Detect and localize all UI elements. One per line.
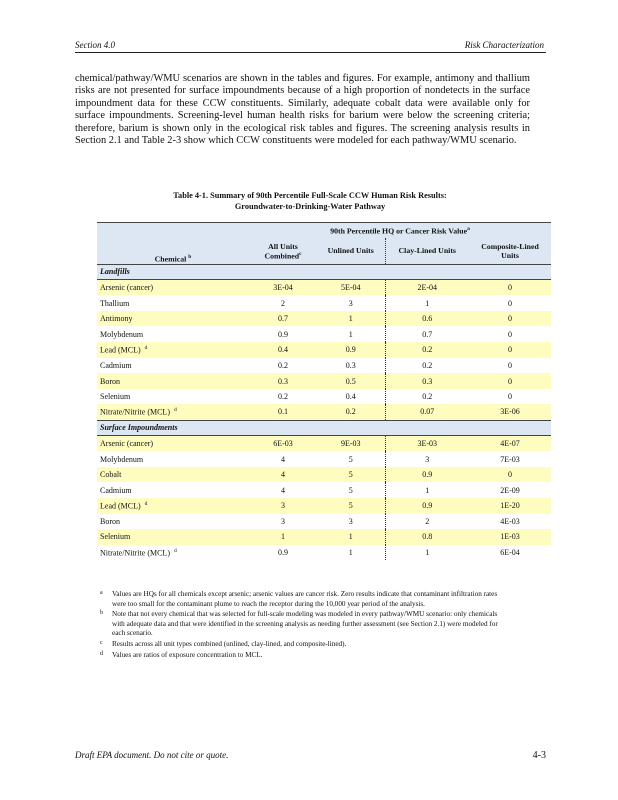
cell-clay-lined: 0.7	[422, 329, 433, 339]
span-header: 90th Percentile HQ or Cancer Risk Value$^a$	[249, 223, 551, 239]
cell-composite-lined: 1E-03	[469, 529, 551, 545]
table-row	[97, 482, 551, 498]
cell-composite-lined: 0	[508, 298, 512, 308]
cell-unlined: 5	[317, 498, 385, 514]
caption-line-1: Table 4-1. Summary of 90th Percentile Full-Scale CCW Human Risk Results:	[173, 191, 447, 200]
cell-unlined: 5E-04	[317, 280, 385, 296]
risk-results-table	[97, 222, 551, 560]
table-row	[97, 436, 551, 452]
table-row	[97, 389, 551, 405]
col-header-chemical: Chemical $^b$	[97, 238, 249, 264]
cell-composite-lined: 6E-04	[500, 548, 520, 558]
cell-chemical: Lead (MCL) $^d$	[97, 342, 249, 358]
cell-composite-lined: 0	[469, 342, 551, 358]
page-number: 4-3	[532, 750, 546, 761]
col-header-unlined: Unlined Units	[317, 238, 385, 264]
cell-all-units: 0.9	[278, 329, 288, 339]
table-caption	[100, 190, 520, 212]
section-title: Surface Impoundments	[97, 420, 551, 436]
footer-disclaimer: Draft EPA document. Do not cite or quote.	[75, 750, 229, 760]
table-row	[97, 373, 551, 389]
footnote-text: Values are HQs for all chemicals except arsenic; arsenic values are cancer risk. Zero results indicate that contaminant infiltration rates were too small for the contaminant plume to reach the receptor during the 10,000 year period of the analysis.	[112, 590, 498, 608]
cell-all-units: 0.2	[278, 360, 288, 370]
cell-chemical: Arsenic (cancer)	[97, 436, 249, 452]
cell-clay-lined: 0.3	[385, 373, 469, 389]
cell-chemical: Nitrate/Nitrite (MCL) $^d$	[100, 547, 177, 558]
cell-clay-lined: 0.2	[422, 392, 433, 402]
footnote-text: Results across all unit types combined (unlined, clay-lined, and composite-lined).	[112, 639, 347, 648]
cell-unlined: 0.2	[317, 404, 385, 420]
cell-clay-lined: 0.07	[385, 404, 469, 420]
cell-chemical: Cobalt	[97, 467, 249, 483]
table-row	[97, 342, 551, 358]
header-chapter-title: Risk Characterization	[464, 40, 544, 50]
cell-clay-lined: 3	[425, 454, 430, 464]
cell-chemical: Cadmium	[100, 360, 132, 370]
cell-composite-lined: 1E-20	[469, 498, 551, 514]
cell-clay-lined: 2E-04	[385, 280, 469, 296]
cell-all-units: 3	[249, 498, 317, 514]
footnote	[100, 640, 510, 650]
cell-all-units: 4	[249, 467, 317, 483]
cell-chemical: Selenium	[100, 392, 131, 402]
cell-chemical: Molybdenum	[100, 454, 144, 464]
cell-clay-lined: 0.6	[385, 311, 469, 327]
cell-clay-lined: 1	[425, 298, 430, 308]
table-row	[97, 358, 551, 374]
cell-unlined: 0.9	[317, 342, 385, 358]
cell-all-units: 0.4	[249, 342, 317, 358]
cell-clay-lined: 0.9	[385, 498, 469, 514]
cell-unlined: 1	[317, 529, 385, 545]
cell-clay-lined: 2	[425, 516, 430, 526]
table-row	[97, 311, 551, 327]
table-span-header-row	[97, 223, 551, 239]
footnote-mark: d	[100, 650, 103, 657]
cell-chemical: Cadmium	[100, 485, 132, 495]
cell-composite-lined: 4E-03	[500, 516, 520, 526]
cell-composite-lined: 0	[469, 373, 551, 389]
header-section: Section 4.0	[75, 40, 115, 50]
cell-all-units: 0.7	[249, 311, 317, 327]
table-section-row	[97, 264, 551, 280]
col-header-clay-lined: Clay-Lined Units	[385, 238, 469, 264]
cell-unlined: 1	[317, 311, 385, 327]
cell-composite-lined: 0	[508, 392, 512, 402]
cell-unlined: 0.4	[317, 389, 385, 405]
cell-chemical: Boron	[100, 516, 120, 526]
cell-composite-lined: 0	[469, 311, 551, 327]
cell-unlined: 5	[317, 482, 385, 498]
table-row	[97, 326, 551, 342]
body-paragraph: chemical/pathway/WMU scenarios are shown in the tables and figures. For example, antimony and thallium risks are not presented for surface impoundments because of a high proportion of nondetects in the surface impoundment data for these CCW constituents. Similarly, adequate cobalt data were available only for surface impoundments. Screening-level human health risks for barium were below the screening criteria; therefore, barium is shown only in the ecological risk tables and figures. The screening analysis results in Section 2.1 and Table 2-3 show which CCW constituents were modeled for each pathway/WMU scenario.	[75, 73, 530, 147]
footnote-mark: a	[100, 590, 103, 596]
cell-all-units: 0.9	[278, 548, 288, 558]
cell-all-units: 1	[249, 529, 317, 545]
cell-unlined: 1	[317, 326, 385, 342]
table-row	[97, 514, 551, 530]
cell-unlined: 3	[317, 295, 385, 311]
cell-composite-lined: 7E-03	[500, 454, 520, 464]
cell-all-units: 3E-04	[249, 280, 317, 296]
table-row	[97, 280, 551, 296]
cell-unlined: 5	[317, 451, 385, 467]
cell-unlined: 5	[317, 467, 385, 483]
table-row	[97, 451, 551, 467]
cell-composite-lined: 0	[469, 280, 551, 296]
footnote	[100, 590, 510, 609]
footnote-mark: c	[100, 639, 103, 646]
section-title: Landfills	[97, 264, 551, 280]
footnote-text: Values are ratios of exposure concentration to MCL.	[112, 650, 263, 659]
cell-chemical: Antimony	[97, 311, 249, 327]
cell-chemical: Thallium	[100, 298, 130, 308]
cell-clay-lined: 0.2	[385, 342, 469, 358]
cell-unlined: 0.3	[317, 358, 385, 374]
cell-clay-lined: 0.8	[385, 529, 469, 545]
cell-clay-lined: 0.9	[385, 467, 469, 483]
table-row	[97, 545, 551, 561]
cell-all-units: 0.1	[249, 404, 317, 420]
cell-chemical: Molybdenum	[100, 329, 144, 339]
col-header-composite-lined: Composite-Lined Units	[469, 238, 551, 264]
cell-chemical: Arsenic (cancer)	[97, 280, 249, 296]
cell-all-units: 2	[281, 298, 285, 308]
table-row	[97, 467, 551, 483]
cell-composite-lined: 3E-06	[469, 404, 551, 420]
cell-composite-lined: 2E-09	[500, 485, 520, 495]
cell-unlined: 0.5	[317, 373, 385, 389]
table-column-header-row	[97, 238, 551, 264]
cell-clay-lined: 1	[425, 548, 430, 558]
table-row	[97, 295, 551, 311]
cell-all-units: 0.3	[249, 373, 317, 389]
table-section-row	[97, 420, 551, 436]
table-body	[97, 264, 551, 560]
cell-chemical: Boron	[97, 373, 249, 389]
cell-clay-lined: 0.2	[422, 360, 433, 370]
cell-all-units: 4	[281, 454, 285, 464]
footnote	[100, 610, 510, 639]
page-footer	[75, 750, 546, 760]
cell-unlined: 3	[317, 514, 385, 530]
footnote-text: Note that not every chemical that was selected for full-scale modeling was modeled in every pathway/WMU scenario: only chemicals with adequate data and that were identified in the screening analysis as needing further assessment (see Section 2.1) were modeled for each scenario.	[112, 610, 498, 638]
footnote	[100, 651, 510, 661]
cell-all-units: 3	[281, 516, 285, 526]
cell-chemical: Nitrate/Nitrite (MCL) $^d$	[97, 404, 249, 420]
table-footnotes	[100, 590, 510, 661]
cell-all-units: 6E-03	[249, 436, 317, 452]
table-row	[97, 498, 551, 514]
cell-composite-lined: 0	[508, 360, 512, 370]
cell-unlined: 9E-03	[317, 436, 385, 452]
cell-chemical: Selenium	[97, 529, 249, 545]
cell-composite-lined: 4E-07	[469, 436, 551, 452]
table-row	[97, 529, 551, 545]
cell-composite-lined: 0	[508, 329, 512, 339]
caption-line-2: Groundwater-to-Drinking-Water Pathway	[234, 202, 386, 211]
cell-all-units: 4	[281, 485, 285, 495]
cell-all-units: 0.2	[278, 392, 288, 402]
cell-unlined: 1	[317, 545, 385, 561]
cell-clay-lined: 1	[425, 485, 430, 495]
footnote-mark: b	[100, 610, 103, 617]
table-row	[97, 404, 551, 420]
cell-chemical: Lead (MCL) $^d$	[97, 498, 249, 514]
cell-composite-lined: 0	[469, 467, 551, 483]
cell-clay-lined: 3E-03	[385, 436, 469, 452]
col-header-all-units: All Units Combined$^c$	[249, 238, 317, 264]
running-header	[75, 38, 546, 53]
